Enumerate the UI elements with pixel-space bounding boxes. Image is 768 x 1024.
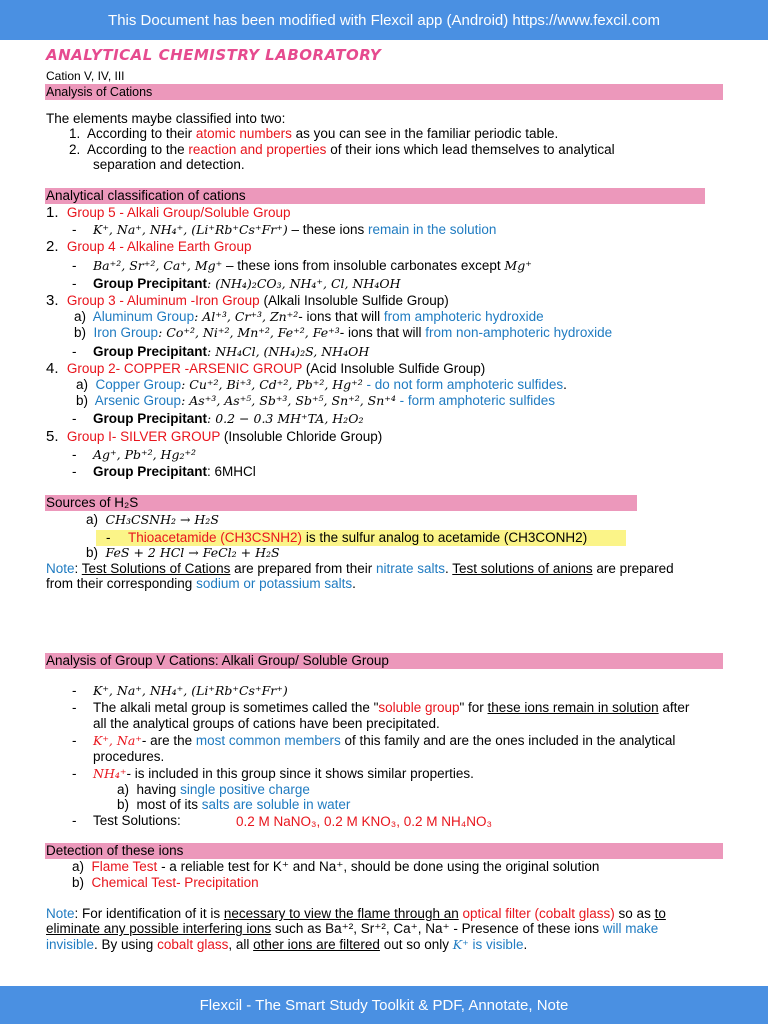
section-heading: Analysis of Cations <box>46 85 153 99</box>
group5-analysis-p1: The alkali metal group is sometimes called the "soluble group" for these ions remain in solution after <box>93 700 690 715</box>
group5-analysis-p3a: a) having single positive charge <box>117 782 310 797</box>
sources-a: a) CH₃CSNH₂ → H₂S <box>86 512 219 527</box>
group1-ions: Ag⁺, Pb⁺², Hg₂⁺² <box>93 447 197 462</box>
bullet-dash: - <box>72 258 77 273</box>
bullet-dash: - <box>72 700 77 715</box>
bullet-dash: - <box>72 464 77 479</box>
bottom-banner-text: Flexcil - The Smart Study Toolkit & PDF, Annotate, Note <box>199 996 569 1014</box>
bullet-dash: - <box>72 683 77 698</box>
group3-item: 3. Group 3 - Aluminum -Iron Group (Alkali Insoluble Sulfide Group) <box>46 292 449 309</box>
thioacetamide-note: Thioacetamide (CH3CSNH2) is the sulfur analog to acetamide (CH3CONH2) <box>128 530 588 545</box>
group4-ions: Ba⁺², Sr⁺², Ca⁺, Mg⁺ – these ions from insoluble carbonates except Mg⁺ <box>93 258 532 273</box>
sources-b: b) FeS + 2 HCl → FeCl₂ + H₂S <box>86 545 280 560</box>
test-solutions-values: 0.2 M NaNO₃, 0.2 M KNO₃, 0.2 M NH₄NO₃ <box>236 814 493 829</box>
group5-analysis-heading: Analysis of Group V Cations: Alkali Group/ Soluble Group <box>46 653 389 668</box>
intro-lead: The elements maybe classified into two: <box>46 111 286 126</box>
bullet-dash: - <box>72 344 77 359</box>
group5-analysis-p3b: b) most of its salts are soluble in water <box>117 797 351 812</box>
intro-item-2: 2. According to the reaction and properties of their ions which lead themselves to analytical <box>69 142 615 157</box>
intro-item-2-cont: separation and detection. <box>93 157 245 172</box>
top-banner-text: This Document has been modified with Flexcil app (Android) https://www.fexcil.com <box>108 11 660 29</box>
group2-item: 4. Group 2- COPPER -ARSENIC GROUP (Acid Insoluble Sulfide Group) <box>46 360 486 377</box>
bullet-dash: - <box>72 766 77 781</box>
bullet-dash: - <box>72 733 77 748</box>
group4-item: 2. Group 4 - Alkaline Earth Group <box>46 238 252 255</box>
group4-precipitant: Group Precipitant: (NH₄)₂CO₃, NH₄⁺, Cl, NH₄OH <box>93 276 401 291</box>
bullet-dash: - <box>72 222 77 237</box>
detection-note-line2: eliminate any possible interfering ions such as Ba⁺², Sr⁺², Ca⁺, Na⁺ - Presence of these ions will make <box>46 921 659 936</box>
group1-item: 5. Group I- SILVER GROUP (Insoluble Chloride Group) <box>46 428 383 445</box>
bottom-watermark-banner <box>0 986 768 1024</box>
page-subtitle: Cation V, IV, III <box>46 69 125 83</box>
detection-b: b) Chemical Test- Precipitation <box>72 875 259 890</box>
group5-analysis-p1-cont: all the analytical groups of cations have been precipitated. <box>93 716 440 731</box>
test-solutions-label: Test Solutions: <box>93 813 181 828</box>
group2-copper: a) Copper Group: Cu⁺², Bi⁺³, Cd⁺², Pb⁺², Hg⁺² - do not form amphoteric sulfides. <box>76 377 567 392</box>
sources-heading: Sources of H₂S <box>46 495 139 510</box>
bullet-dash: - <box>72 276 77 291</box>
detection-note: Note: For identification of it is necessary to view the flame through an optical filter (cobalt glass) so as to <box>46 906 666 921</box>
bullet-dash: - <box>72 813 77 828</box>
group5-analysis-p3: NH₄⁺- is included in this group since it shows similar properties. <box>93 766 474 781</box>
group5-analysis-p2: K⁺, Na⁺- are the most common members of this family and are the ones included in the analytical <box>93 733 676 748</box>
sources-note: Note: Test Solutions of Cations are prepared from their nitrate salts. Test solutions of anions are prepared <box>46 561 674 576</box>
group3-iron: b) Iron Group: Co⁺², Ni⁺², Mn⁺², Fe⁺², Fe⁺³- ions that will from non-amphoteric hydroxide <box>74 325 613 340</box>
group3-aluminum: a) Aluminum Group: Al⁺³, Cr⁺³, Zn⁺²- ions that will from amphoteric hydroxide <box>74 309 544 324</box>
bullet-dash: - <box>72 447 77 462</box>
group5-analysis-p2-cont: procedures. <box>93 749 165 764</box>
group5-item: 1. Group 5 - Alkali Group/Soluble Group <box>46 204 291 221</box>
group2-arsenic: b) Arsenic Group: As⁺³, As⁺⁵, Sb⁺³, Sb⁺⁵, Sn⁺², Sn⁺⁴ - form amphoteric sulfides <box>76 393 555 408</box>
group5-analysis-ions: K⁺, Na⁺, NH₄⁺, (Li⁺Rb⁺Cs⁺Fr⁺) <box>93 683 288 698</box>
detection-heading: Detection of these ions <box>46 843 184 858</box>
group3-precipitant: Group Precipitant: NH₄Cl, (NH₄)₂S, NH₄OH <box>93 344 370 359</box>
detection-note-line3: invisible. By using cobalt glass, all other ions are filtered out so only K⁺ is visible. <box>46 937 528 952</box>
bullet-dash: - <box>72 411 77 426</box>
page-title: ANALYTICAL CHEMISTRY LABORATORY <box>46 46 382 64</box>
group1-precipitant: Group Precipitant: 6MHCl <box>93 464 256 479</box>
bullet-dash: - <box>106 530 111 545</box>
group5-ions: K⁺, Na⁺, NH₄⁺, (Li⁺Rb⁺Cs⁺Fr⁺) – these ions remain in the solution <box>93 222 497 237</box>
classification-heading: Analytical classification of cations <box>46 188 246 203</box>
intro-item-1: 1. According to their atomic numbers as you can see in the familiar periodic table. <box>69 126 559 141</box>
sources-note-cont: from their corresponding sodium or potassium salts. <box>46 576 356 591</box>
detection-a: a) Flame Test - a reliable test for K⁺ and Na⁺, should be done using the original solution <box>72 859 600 874</box>
group2-precipitant: Group Precipitant: 0.2 − 0.3 MH⁺TA, H₂O₂ <box>93 411 364 426</box>
